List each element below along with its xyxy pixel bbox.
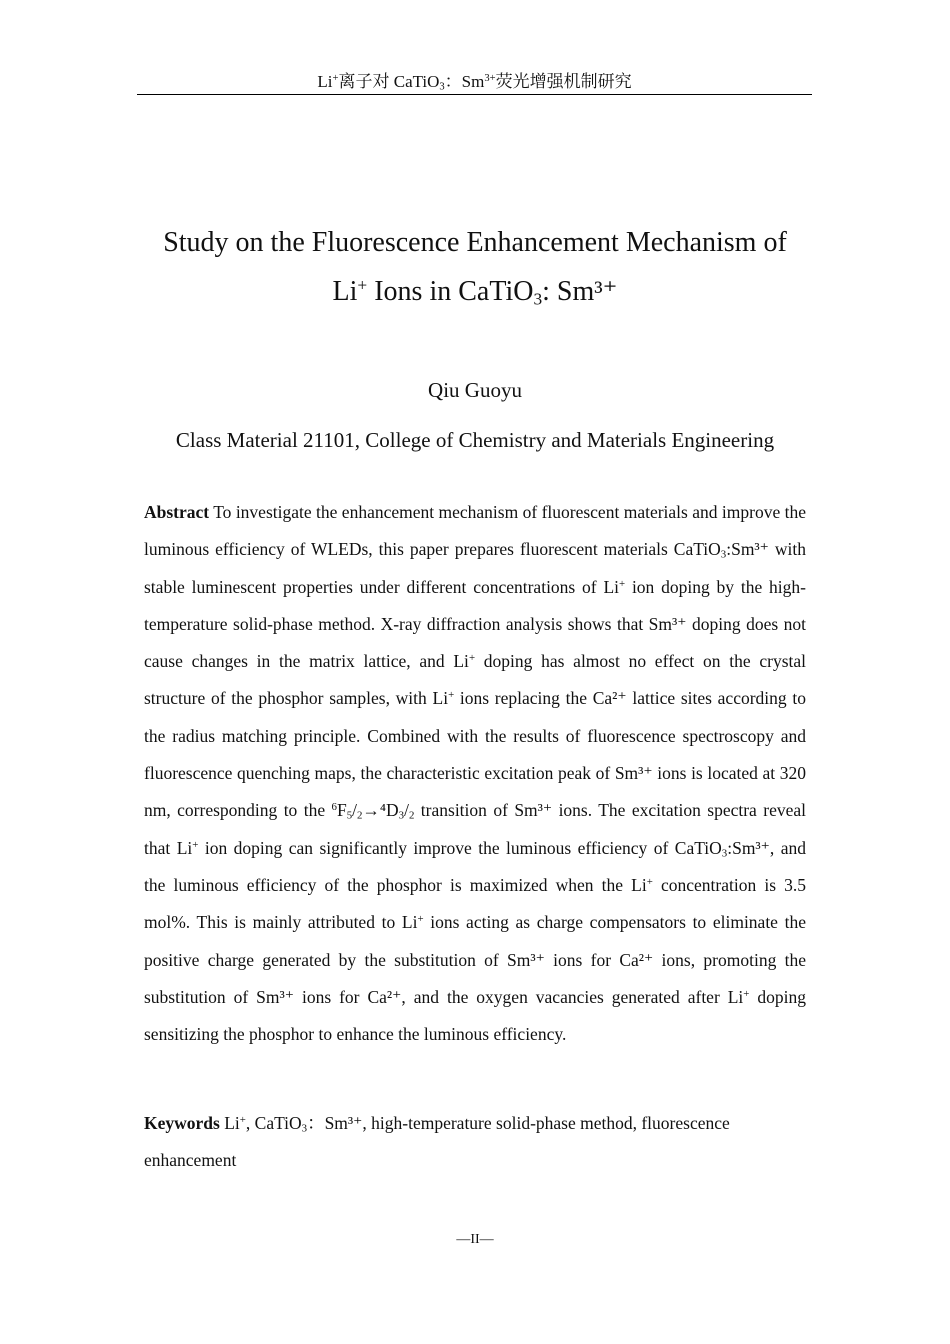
abstract-paragraph: Abstract To investigate the enhancement mechanism of fluorescent materials and improve the luminous efficiency of WLEDs, this paper prepares fluorescent materials CaTiO$_3$:Sm³⁺ with stable luminescent properties under different concentrations of Li+ ion doping by the high-temperature solid-phase method. X-ray diffraction analysis shows that Sm³⁺ doping does not cause changes in the matrix lattice, and Li+ doping has almost no effect on the crystal structure of the phosphor samples, with Li+ ions replacing the Ca²⁺ lattice sites according to the radius matching principle. Combined with the results of fluorescence spectroscopy and fluorescence quenching maps, the characteristic excitation peak of Sm³⁺ ions is located at 320 nm, corresponding to the $^6F_5/_2\to^4D_3/_2$ transition of Sm³⁺ ions. The excitation spectra reveal that Li+ ion doping can significantly improve the luminous efficiency of CaTiO$_3$:Sm³⁺, and the luminous efficiency of the phosphor is maximized when the Li+ concentration is 3.5 mol%. This is mainly attributed to Li+ ions acting as charge compensators to eliminate the positive charge generated by the substitution of Sm³⁺ ions for Ca²⁺ ions, promoting the substitution of Sm³⁺ ions for Ca²⁺, and the oxygen vacancies generated after Li+ doping sensitizing the phosphor to enhance the luminous efficiency. <box>144 502 807 1045</box>
paper-title <box>120 218 830 316</box>
keywords-label: Keywords <box>144 1113 220 1133</box>
keywords-paragraph: Keywords Li+, CaTiO$_3$：Sm³⁺, high-temperature solid-phase method, fluorescence enhancement <box>144 1113 730 1170</box>
page-number: —II— <box>456 1232 494 1247</box>
running-header: Li+离子对 CaTiO$_3$：$Sm^{3+}$荧光增强机制研究 <box>317 72 632 93</box>
abstract-label: Abstract <box>144 502 210 522</box>
author-name: Qiu Guoyu <box>428 378 522 402</box>
paper-title-line-1: Study on the Fluorescence Enhancement Mechanism of <box>163 227 787 258</box>
paper-title-line-2: Li+ Ions in CaTiO$_3$: Sm³⁺ <box>332 275 618 309</box>
header-rule <box>137 94 812 95</box>
author-affiliation: Class Material 21101, College of Chemistry and Materials Engineering <box>175 428 775 452</box>
